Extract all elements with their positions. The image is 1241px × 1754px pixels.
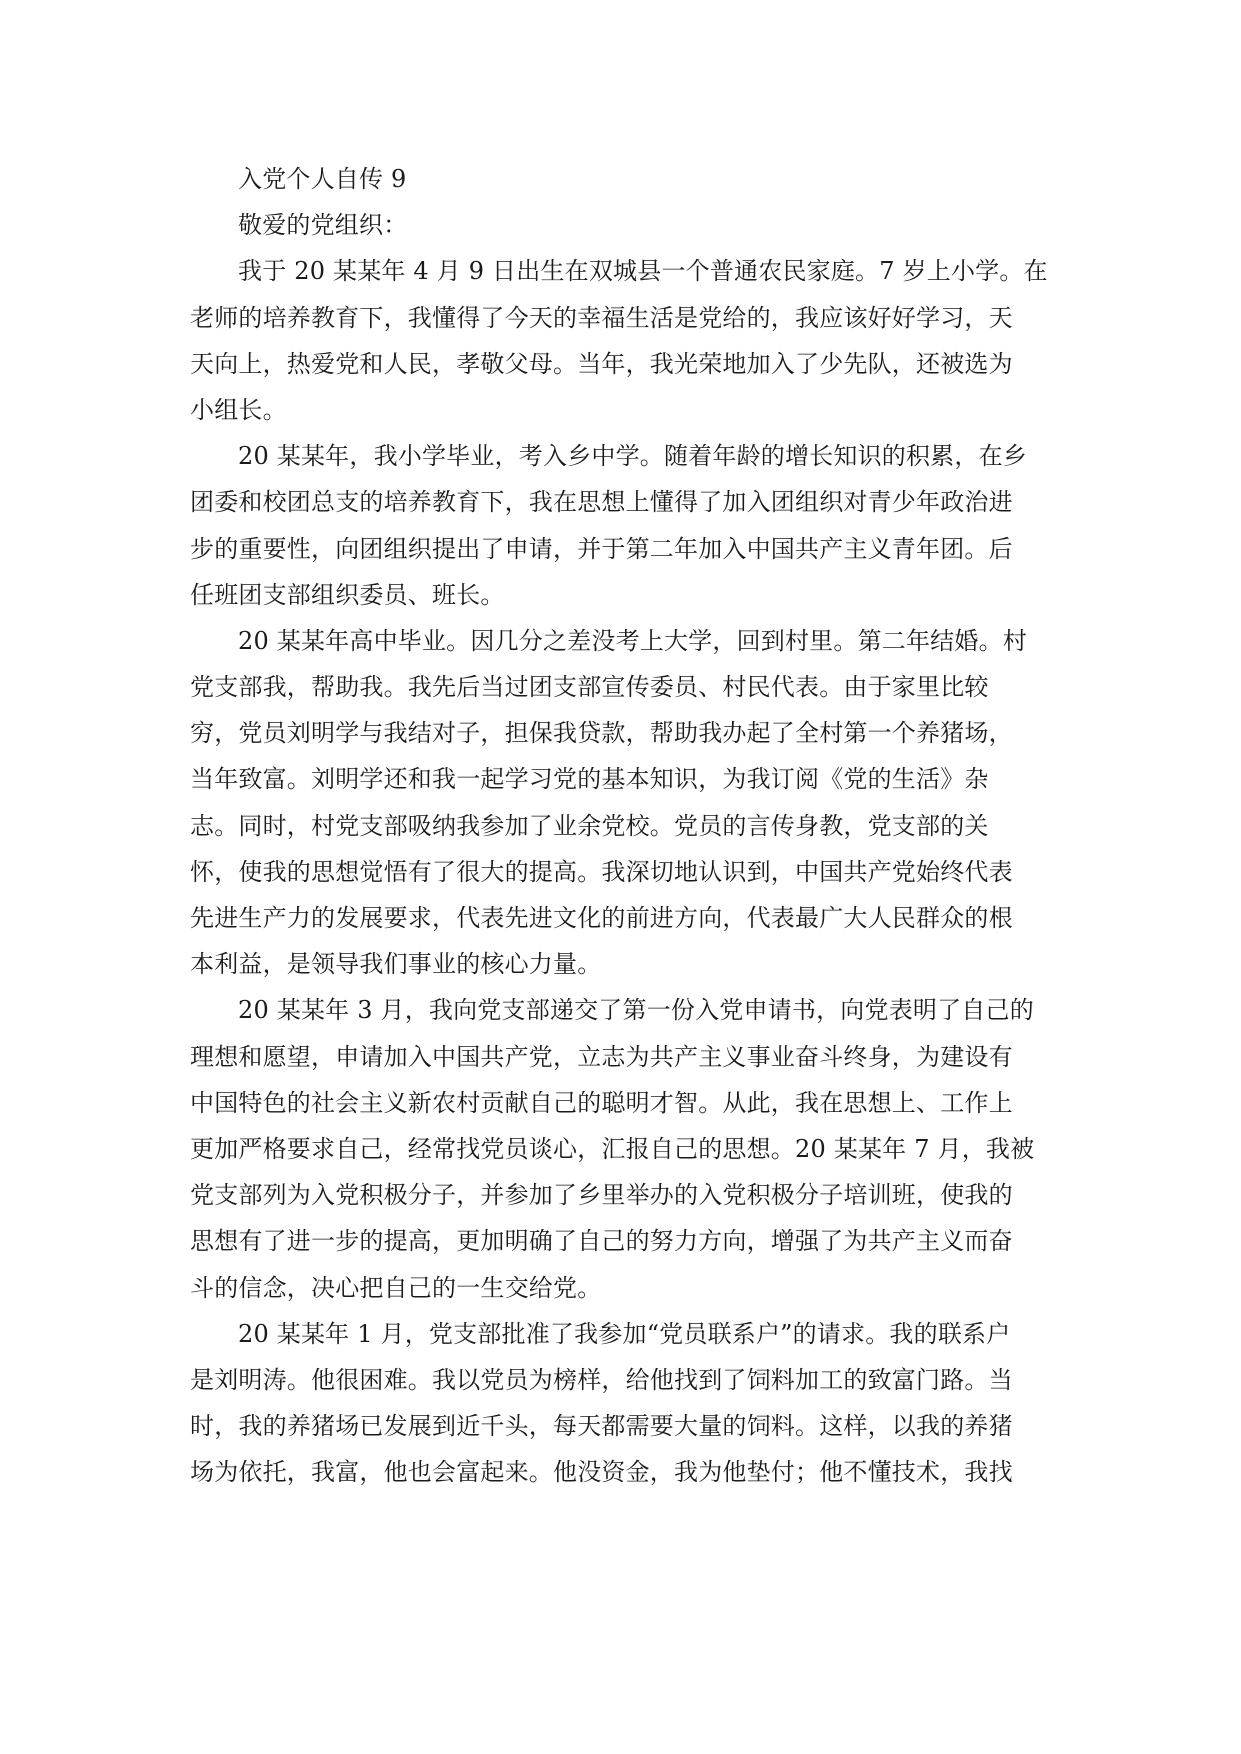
paragraph-2-line-3: 步的重要性，向团组织提出了申请，并于第二年加入中国共产主义青年团。后 (190, 534, 1013, 563)
paragraph-3-line-1: 20 某某年高中毕业。因几分之差没考上大学，回到村里。第二年结婚。村 (238, 626, 1027, 655)
paragraph-2-line-1: 20 某某年，我小学毕业，考入乡中学。随着年龄的增长知识的积累，在乡 (238, 442, 1027, 471)
paragraph-5-line-1: 20 某某年 1 月，党支部批准了我参加“党员联系户”的请求。我的联系户 (238, 1319, 1011, 1348)
paragraph-4-line-3: 中国特色的社会主义新农村贡献自己的聪明才智。从此，我在思想上、工作上 (190, 1088, 1013, 1117)
paragraph-3-line-8: 本利益，是领导我们事业的核心力量。 (190, 950, 602, 979)
paragraph-3-line-4: 当年致富。刘明学还和我一起学习党的基本知识，为我订阅《党的生活》杂 (190, 765, 989, 794)
paragraph-3-line-3: 穷，党员刘明学与我结对子，担保我贷款，帮助我办起了全村第一个养猪场， (190, 719, 1013, 748)
document-title: 入党个人自传 9 (238, 165, 407, 193)
paragraph-4-line-5: 党支部列为入党积极分子，并参加了乡里举办的入党积极分子培训班，使我的 (190, 1181, 1013, 1210)
paragraph-2-line-4: 任班团支部组织委员、班长。 (190, 580, 505, 609)
paragraph-3-line-6: 怀，使我的思想觉悟有了很大的提高。我深切地认识到，中国共产党始终代表 (190, 857, 1013, 886)
paragraph-4-line-7: 斗的信念，决心把自己的一生交给党。 (190, 1273, 602, 1302)
paragraph-3-line-5: 志。同时，村党支部吸纳我参加了业余党校。党员的言传身教，党支部的关 (190, 811, 989, 840)
paragraph-3-line-7: 先进生产力的发展要求，代表先进文化的前进方向，代表最广大人民群众的根 (190, 904, 1013, 932)
paragraph-1-line-3: 天向上，热爱党和人民，孝敬父母。当年，我光荣地加入了少先队，还被选为 (190, 349, 1013, 378)
paragraph-5-line-2: 是刘明涛。他很困难。我以党员为榜样，给他找到了饲料加工的致富门路。当 (190, 1365, 1013, 1394)
paragraph-5-line-4: 场为依托，我富，他也会富起来。他没资金，我为他垫付；他不懂技术，我找 (190, 1458, 1013, 1487)
paragraph-4-line-6: 思想有了进一步的提高，更加明确了自己的努力方向，增强了为共产主义而奋 (190, 1227, 1013, 1256)
paragraph-5-line-3: 时，我的养猪场已发展到近千头，每天都需要大量的饲料。这样，以我的养猪 (190, 1412, 1013, 1441)
paragraph-4-line-1: 20 某某年 3 月，我向党支部递交了第一份入党申请书，向党表明了自己的 (238, 996, 1034, 1025)
paragraph-2-line-2: 团委和校团总支的培养教育下，我在思想上懂得了加入团组织对青少年政治进 (190, 488, 1013, 517)
paragraph-1-line-4: 小组长。 (190, 395, 287, 424)
paragraph-3-line-2: 党支部我，帮助我。我先后当过团支部宣传委员、村民代表。由于家里比较 (190, 673, 989, 702)
paragraph-4-line-4: 更加严格要求自己，经常找党员谈心，汇报自己的思想。20 某某年 7 月，我被 (190, 1134, 1035, 1163)
salutation: 敬爱的党组织： (238, 211, 408, 240)
document-body (190, 156, 1070, 1495)
paragraph-1-line-2: 老师的培养教育下，我懂得了今天的幸福生活是党给的，我应该好好学习，天 (190, 303, 1013, 332)
paragraph-1-line-1: 我于 20 某某年 4 月 9 日出生在双城县一个普通农民家庭。7 岁上小学。在 (238, 257, 1048, 286)
paragraph-4-line-2: 理想和愿望，申请加入中国共产党，立志为共产主义事业奋斗终身，为建设有 (190, 1042, 1013, 1071)
